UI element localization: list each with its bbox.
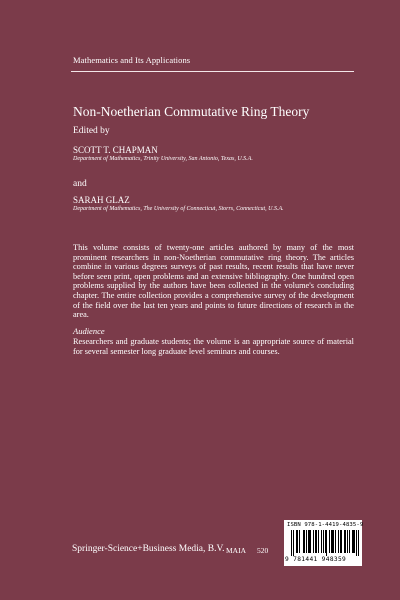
barcode-bar: [296, 530, 297, 553]
barcode-bar: [325, 530, 326, 553]
barcode-bar: [315, 530, 316, 553]
barcode-bar: [344, 530, 345, 553]
editor-1-name: SCOTT T. CHAPMAN: [73, 145, 158, 155]
barcode-bar: [313, 530, 314, 553]
barcode-bar: [331, 530, 332, 553]
maia-code: MAIA: [226, 546, 246, 555]
barcode-bar: [353, 530, 354, 553]
barcode-bar: [291, 530, 292, 556]
barcode-bar: [332, 530, 333, 553]
barcode-bar: [316, 530, 317, 553]
barcode-bar: [329, 530, 330, 553]
book-description: This volume consists of twenty-one articles authored by many of the most prominent researchers in non-Noetherian commutative ring theory. The articles combine in various degrees surveys of past results, recent results that have never before seen print, open problems and an extensive bibliography. One hundred open problems supplied by the authors have been collected in the volume's concluding chapter. The entire collection provides a comprehensive survey of the development of the field over the last ten years and points to future directions of research in the area.: [73, 243, 354, 320]
barcode-bar: [354, 530, 355, 553]
barcode-bar: [304, 530, 305, 553]
barcode: [284, 520, 362, 566]
barcode-bar: [310, 530, 311, 553]
barcode-bar: [299, 530, 300, 553]
barcode-bar: [338, 530, 339, 553]
barcode-bar: [293, 530, 294, 556]
barcode-bar: [297, 530, 298, 553]
audience-text: Researchers and graduate students; the volume is an appropriate source of material for several semester long graduate level seminars and courses.: [73, 337, 354, 356]
series-number: 520: [257, 546, 269, 555]
editor-2-name: SARAH GLAZ: [73, 195, 130, 205]
barcode-bar: [318, 530, 319, 553]
editor-2-affiliation: Department of Mathematics, The University of Connecticut, Storrs, Connecticut, U.S.A.: [73, 206, 284, 212]
isbn-text: ISBN 978-1-4419-4835-9: [287, 522, 364, 528]
barcode-bar: [303, 530, 304, 553]
barcode-bar: [341, 530, 342, 553]
barcode-bar: [349, 530, 350, 553]
barcode-bar: [309, 530, 310, 553]
barcode-bar: [306, 530, 307, 553]
barcode-bar: [323, 530, 324, 553]
barcode-bar: [340, 530, 341, 553]
series-name: Mathematics and Its Applications: [73, 55, 191, 65]
barcode-bar: [321, 530, 322, 553]
editor-1-affiliation: Department of Mathematics, Trinity University, San Antonio, Texas, U.S.A.: [73, 156, 253, 162]
audience-label: Audience: [73, 326, 105, 336]
book-title: Non-Noetherian Commutative Ring Theory: [73, 104, 310, 119]
barcode-bar: [333, 530, 334, 553]
edited-by-label: Edited by: [73, 126, 110, 136]
publisher-name: Springer-Science+Business Media, B.V.: [72, 544, 225, 554]
header-rule: [71, 71, 354, 72]
barcode-bar: [356, 530, 357, 556]
barcode-bars-icon: [291, 530, 359, 556]
barcode-bar: [335, 530, 336, 553]
barcode-bar: [345, 530, 346, 553]
barcode-bar: [347, 530, 348, 553]
barcode-bar: [358, 530, 359, 556]
and-label: and: [73, 179, 87, 189]
barcode-bar: [326, 530, 327, 556]
barcode-bar: [352, 530, 353, 553]
barcode-digits: 9 781441 948359: [285, 556, 347, 563]
barcode-bar: [308, 530, 309, 553]
